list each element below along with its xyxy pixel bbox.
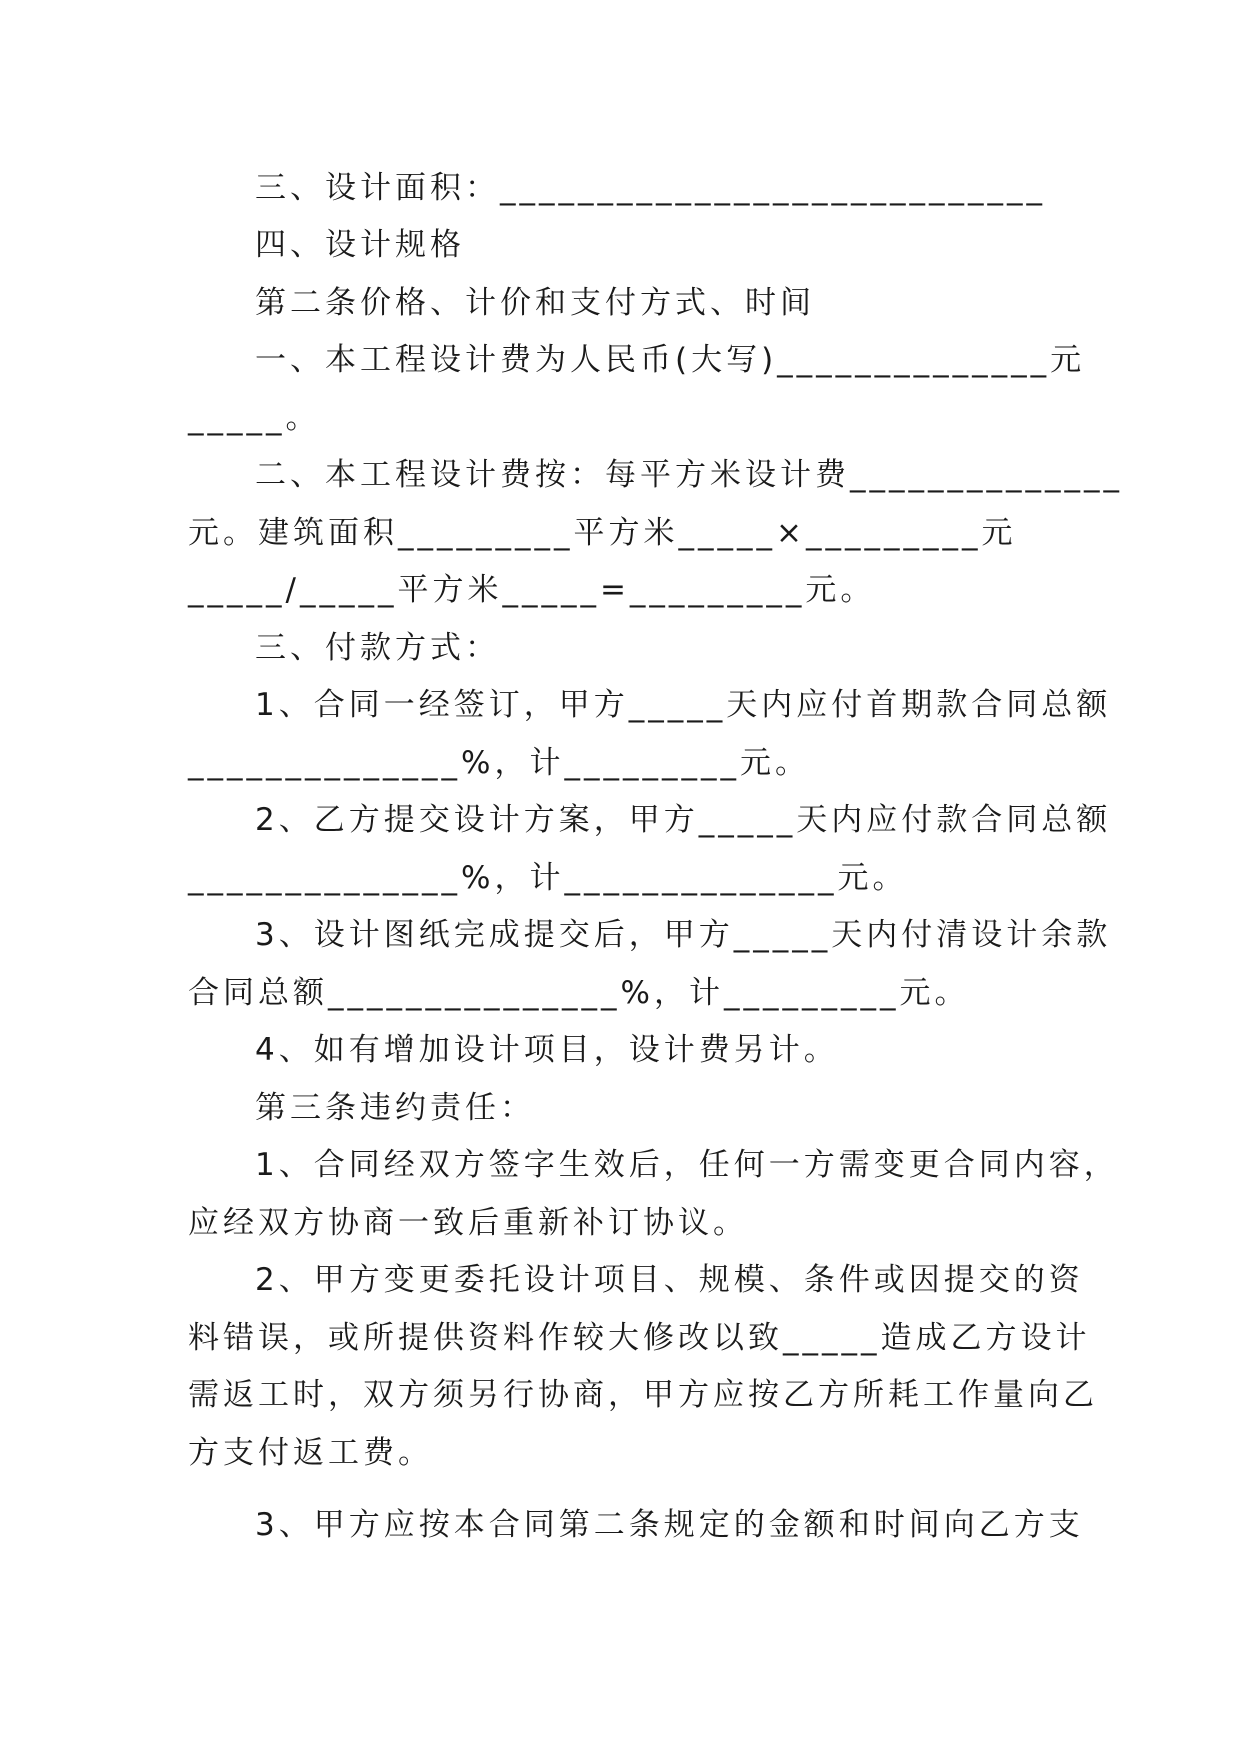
payment-item-2-cont: ______________%，计______________元。 bbox=[188, 860, 908, 896]
liability-item-2-cont-3: 方支付返工费。 bbox=[188, 1435, 433, 1471]
payment-method-heading: 三、付款方式： bbox=[255, 630, 500, 666]
fee-capital-line-cont: _____。 bbox=[188, 400, 321, 436]
fee-calc-line-cont: _____/_____平方米_____=_________元。 bbox=[188, 572, 876, 608]
fee-per-sqm-line: 二、本工程设计费按：每平方米设计费______________ bbox=[255, 457, 1123, 493]
fee-calc-line: 元。建筑面积_________平方米_____×_________元 bbox=[188, 515, 1017, 551]
payment-item-2: 2、乙方提交设计方案，甲方_____天内应付款合同总额 bbox=[255, 802, 1112, 838]
liability-item-2-cont-1: 料错误，或所提供资料作较大修改以致_____造成乙方设计 bbox=[188, 1320, 1091, 1356]
payment-item-3-cont: 合同总额_______________%，计_________元。 bbox=[188, 975, 970, 1011]
payment-item-1-cont: ______________%，计_________元。 bbox=[188, 745, 810, 781]
payment-item-3: 3、设计图纸完成提交后，甲方_____天内付清设计余款 bbox=[255, 917, 1112, 953]
liability-item-1-cont: 应经双方协商一致后重新补订协议。 bbox=[188, 1205, 748, 1241]
clause-design-area: 三、设计面积：____________________________ bbox=[255, 170, 1046, 206]
article-three-heading: 第三条违约责任： bbox=[255, 1090, 535, 1126]
liability-item-3: 3、甲方应按本合同第二条规定的金额和时间向乙方支 bbox=[255, 1507, 1084, 1543]
liability-item-2: 2、甲方变更委托设计项目、规模、条件或因提交的资 bbox=[255, 1262, 1084, 1298]
liability-item-2-cont-2: 需返工时，双方须另行协商，甲方应按乙方所耗工作量向乙 bbox=[188, 1377, 1098, 1413]
article-two-heading: 第二条价格、计价和支付方式、时间 bbox=[255, 285, 815, 321]
liability-item-1: 1、合同经双方签字生效后，任何一方需变更合同内容， bbox=[255, 1147, 1119, 1183]
clause-design-spec: 四、设计规格 bbox=[255, 227, 465, 263]
fee-capital-line: 一、本工程设计费为人民币(大写)______________元 bbox=[255, 342, 1086, 378]
payment-item-4: 4、如有增加设计项目，设计费另计。 bbox=[255, 1032, 839, 1068]
payment-item-1: 1、合同一经签订，甲方_____天内应付首期款合同总额 bbox=[255, 687, 1112, 723]
